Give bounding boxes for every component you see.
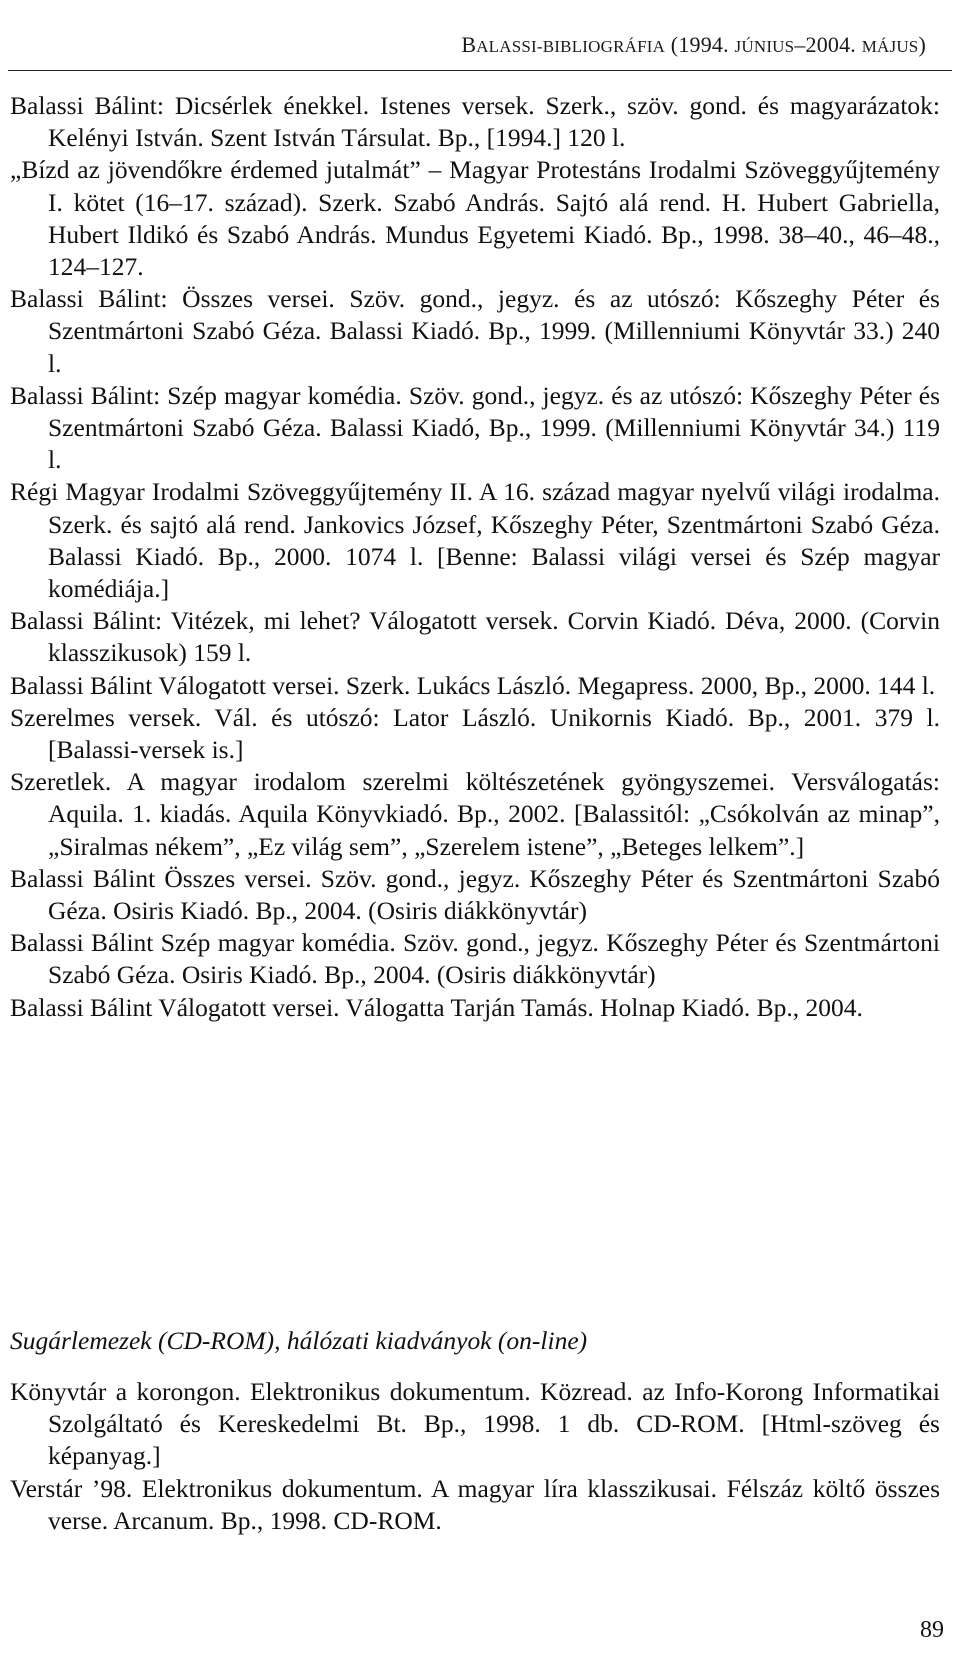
bibliography-entry: Szerelmes versek. Vál. és utószó: Lator László. Unikornis Kiadó. Bp., 2001. 379 l. [Balassi-versek is.] [10, 702, 940, 765]
bibliography-list [10, 90, 940, 1024]
bibliography-entry: Balassi Bálint: Szép magyar komédia. Szöv. gond., jegyz. és az utószó: Kőszeghy Péter és Szentmártoni Szabó Géza. Balassi Kiadó, Bp., 1999. (Millenniumi Könyvtár 34.) 119 l. [10, 380, 940, 475]
running-head [461, 32, 926, 58]
running-head-month-start: JÚNIUS [734, 37, 795, 56]
bibliography-entry: Régi Magyar Irodalmi Szöveggyűjtemény II. A 16. század magyar nyelvű világi irodalma. Szerk. és sajtó alá rend. Jankovics József, Kőszeghy Péter, Szentmártoni Szabó Géza. Balassi Kiadó. Bp., 2000. 1074 l. [Benne: Balassi világi versei és Szép magyar komédiája.] [10, 477, 940, 604]
running-head-date-end: –2004. [794, 32, 862, 57]
bibliography-entry: Balassi Bálint Összes versei. Szöv. gond., jegyz. Kőszeghy Péter és Szentmártoni Szabó Géza. Osiris Kiadó. Bp., 2004. (Osiris diákkönyvtár) [10, 863, 940, 926]
bibliography-entry: Balassi Bálint Válogatott versei. Válogatta Tarján Tamás. Holnap Kiadó. Bp., 2004. [10, 992, 863, 1022]
running-head-close: ) [918, 32, 926, 57]
bibliography-entry: Balassi Bálint: Dicsérlek énekkel. Istenes versek. Szerk., szöv. gond. és magyarázatok: Kelényi István. Szent István Társulat. Bp., [1994.] 120 l. [10, 91, 940, 153]
section-heading: Sugárlemezek (CD-ROM), hálózati kiadványok (on-line) [10, 1326, 588, 1355]
running-head-title: ALASSI-BIBLIOGRÁFIA [476, 37, 666, 56]
electronic-publications-list [10, 1376, 940, 1537]
running-head-month-end: MÁJUS [861, 37, 919, 56]
bibliography-entry: Balassi Bálint: Összes versei. Szöv. gond., jegyz. és az utószó: Kőszeghy Péter és Szentmártoni Szabó Géza. Balassi Kiadó. Bp., 1999. (Millenniumi Könyvtár 33.) 240 l. [10, 284, 940, 378]
bibliography-entry: Balassi Bálint Válogatott versei. Szerk. Lukács László. Megapress. 2000, Bp., 2000. 144 l. [10, 670, 936, 700]
running-head-date-start: (1994. [665, 32, 735, 57]
bibliography-entry: Balassi Bálint: Vitézek, mi lehet? Válogatott versek. Corvin Kiadó. Déva, 2000. (Corvin klasszikusok) 159 l. [10, 606, 940, 668]
bibliography-entry: Verstár ’98. Elektronikus dokumentum. A magyar líra klasszikusai. Félszáz költő összes verse. Arcanum. Bp., 1998. CD-ROM. [10, 1473, 940, 1535]
header-rule [8, 70, 952, 71]
page-number: 89 [920, 1617, 944, 1643]
bibliography-entry: Szeretlek. A magyar irodalom szerelmi költészetének gyöngyszemei. Versválogatás: Aquila. 1. kiadás. Aquila Könyvkiadó. Bp., 2002. [Balassitól: „Csókolván az minap”, „Siralmas nékem”, „Ez világ sem”, „Szerelem istene”, „Beteges lelkem”.] [10, 767, 940, 861]
bibliography-entry: Balassi Bálint Szép magyar komédia. Szöv. gond., jegyz. Kőszeghy Péter és Szentmártoni Szabó Géza. Osiris Kiadó. Bp., 2004. (Osiris diákkönyvtár) [10, 928, 940, 990]
bibliography-entry: „Bízd az jövendőkre érdemed jutalmát” – Magyar Protestáns Irodalmi Szöveggyűjtemény I. kötet (16–17. század). Szerk. Szabó András. Sajtó alá rend. H. Hubert Gabriella, Hubert Ildikó és Szabó András. Mundus Egyetemi Kiadó. Bp., 1998. 38–40., 46–48., 124–127. [10, 155, 940, 282]
bibliography-entry: Könyvtár a korongon. Elektronikus dokumentum. Közread. az Info-Korong Informatikai Szolgáltató és Kereskedelmi Bt. Bp., 1998. 1 db. CD-ROM. [Html-szöveg és képanyag.] [10, 1377, 940, 1471]
running-head-initial: B [461, 32, 477, 57]
